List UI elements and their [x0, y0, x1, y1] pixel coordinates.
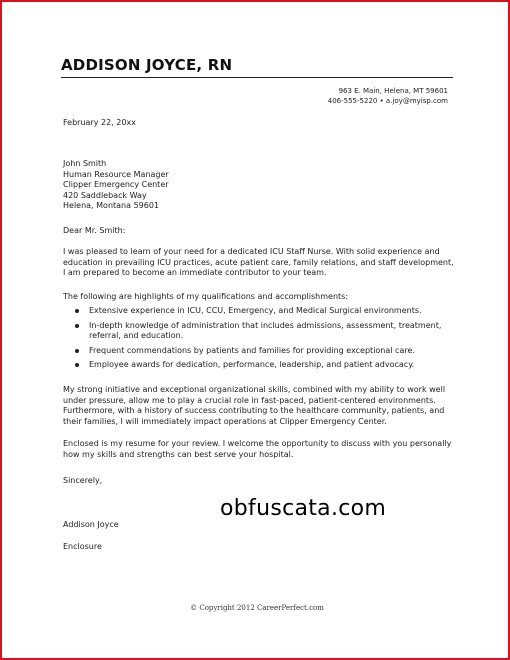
paragraph-enclosed — [63, 439, 452, 460]
contact-address: 963 E. Main, Helena, MT 59601 — [338, 87, 448, 95]
paragraph-line: their families, I will immediately impact operations at Clipper Emergency Center. — [63, 416, 387, 426]
applicant-name: ADDISON JOYCE, RN — [61, 56, 233, 74]
list-item — [63, 321, 451, 342]
bullet-icon — [75, 309, 79, 313]
paragraph-line: Enclosed is my resume for your review. I welcome the opportunity to discuss with you personally — [63, 439, 452, 448]
recipient-line: John Smith — [63, 159, 107, 168]
paragraph-line: I am prepared to become an immediate contributor to your team. — [63, 268, 327, 278]
salutation: Dear Mr. Smith: — [63, 226, 126, 235]
copyright-footer: © Copyright 2012 CareerPerfect.com — [190, 604, 324, 612]
paragraph-strengths — [63, 385, 449, 427]
paragraph-line: I was pleased to learn of your need for a dedicated ICU Staff Nurse. With solid experience and — [63, 247, 440, 256]
list-item-text: Frequent commendations by patients and families for providing exceptional care. — [89, 345, 415, 355]
paragraph-line: My strong initiative and exceptional organizational skills, combined with my ability to work well — [63, 385, 446, 394]
letter-date: February 22, 20xx — [63, 118, 136, 127]
paragraph-line: under pressure, allow me to play a crucial role in fast-paced, patient-centered environments. — [63, 395, 436, 405]
contact-block — [328, 86, 448, 106]
list-item-text: In-depth knowledge of administration that includes admissions, assessment, treatment, — [89, 320, 442, 330]
bullet-icon — [75, 363, 79, 367]
list-item-text: referral, and education. — [89, 331, 184, 341]
list-item-text: Extensive experience in ICU, CCU, Emergency, and Medical Surgical environments. — [89, 306, 422, 315]
highlights-list — [63, 306, 451, 375]
watermark: obfuscata.com — [220, 496, 387, 521]
recipient-block — [63, 159, 449, 212]
bullet-icon — [75, 324, 79, 328]
closing: Sincerely, — [63, 476, 103, 485]
recipient-line: Clipper Emergency Center — [63, 180, 169, 190]
paragraph-line: education in prevailing ICU practices, acute patient care, family relations, and staff development, — [63, 257, 454, 267]
contact-phone-email: 406-555-5220 • a.joy@myisp.com — [327, 97, 448, 105]
paragraph-intro — [63, 247, 454, 279]
list-item — [63, 360, 451, 371]
recipient-line: 420 Saddleback Way — [63, 190, 147, 200]
recipient-line: Human Resource Manager — [63, 169, 169, 179]
bullet-icon — [75, 349, 79, 353]
recipient-line: Helena, Montana 59601 — [63, 201, 160, 211]
list-item — [63, 306, 451, 317]
header-rule — [61, 77, 453, 78]
list-item — [63, 346, 451, 357]
paragraph-line: Furthermore, with a history of success contributing to the healthcare community, patients, and — [63, 406, 445, 416]
paragraph-highlights-intro: The following are highlights of my qualifications and accomplishments: — [63, 292, 349, 301]
paragraph-line: how my skills and strengths can best serve your hospital. — [63, 449, 294, 459]
signer-name: Addison Joyce — [63, 520, 119, 529]
list-item-text: Employee awards for dedication, performance, leadership, and patient advocacy. — [89, 360, 415, 370]
enclosure-note: Enclosure — [63, 542, 102, 551]
